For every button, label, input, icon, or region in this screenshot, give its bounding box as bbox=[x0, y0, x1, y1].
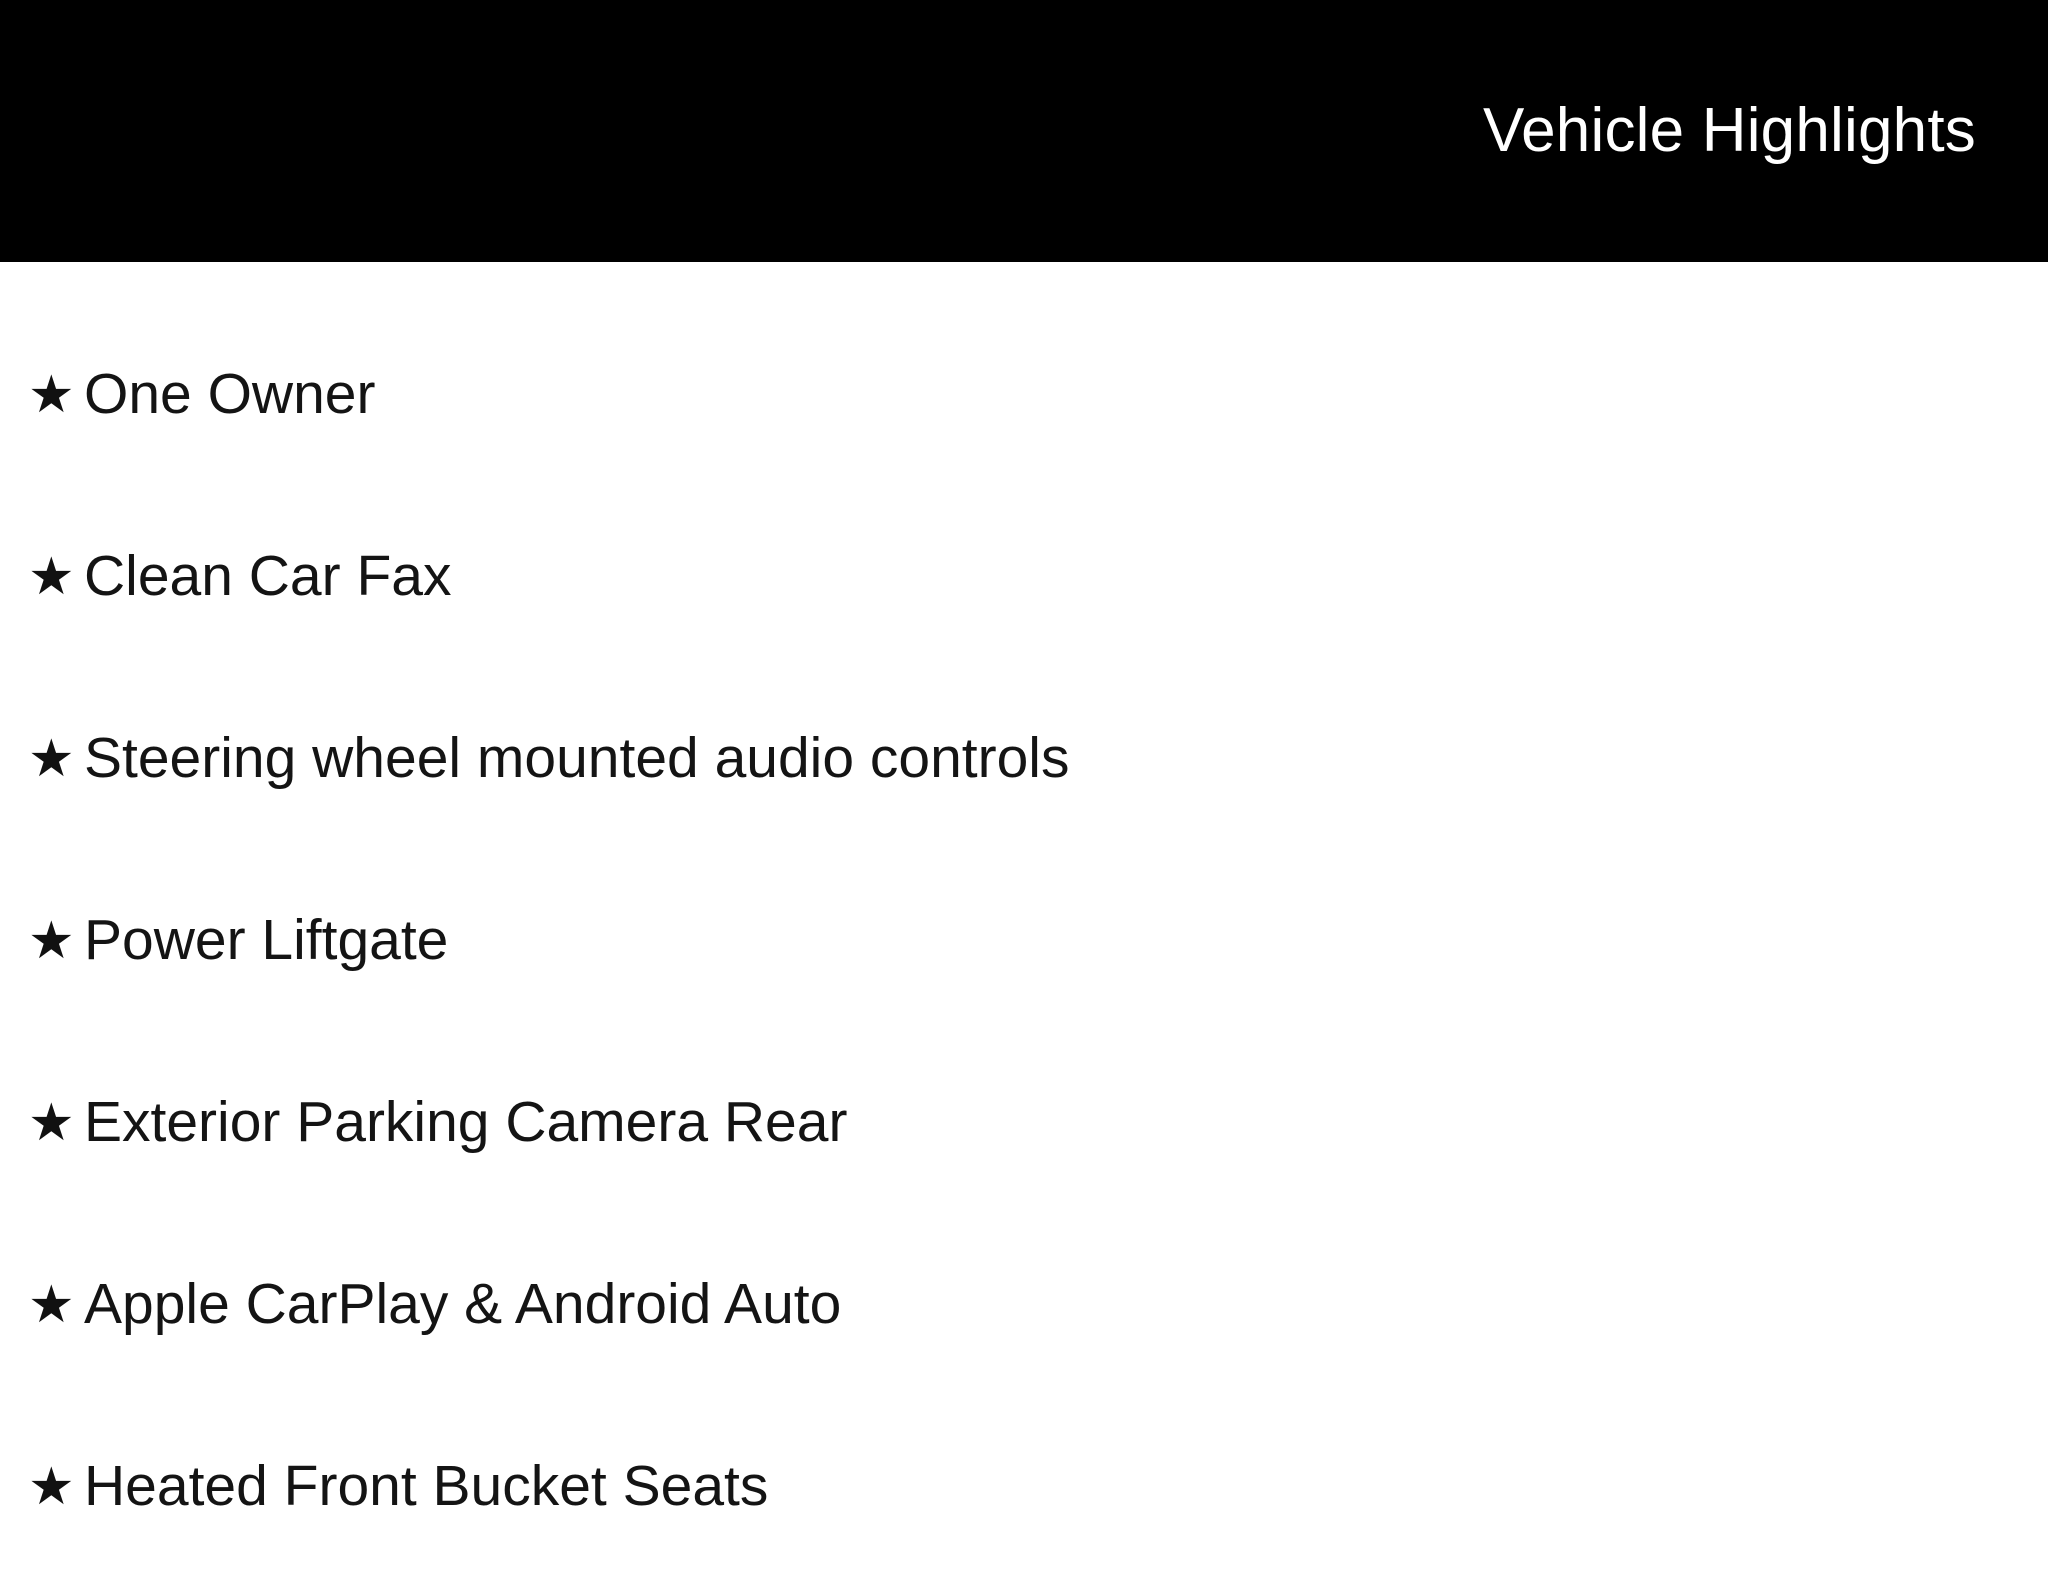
star-icon: ★ bbox=[28, 1276, 75, 1334]
star-icon: ★ bbox=[28, 548, 75, 606]
highlight-label: Steering wheel mounted audio controls bbox=[84, 726, 1070, 791]
page-title: Vehicle Highlights bbox=[1482, 95, 1976, 165]
star-icon: ★ bbox=[28, 1458, 75, 1516]
list-item bbox=[0, 1396, 2048, 1578]
star-icon: ★ bbox=[28, 730, 75, 788]
list-item bbox=[0, 850, 2048, 1032]
vehicle-highlights-list bbox=[0, 262, 2048, 1578]
highlight-label: One Owner bbox=[84, 362, 376, 427]
star-icon: ★ bbox=[28, 366, 75, 424]
header-bar bbox=[0, 0, 2048, 262]
highlight-label: Heated Front Bucket Seats bbox=[84, 1454, 769, 1519]
highlight-label: Apple CarPlay & Android Auto bbox=[84, 1272, 842, 1337]
list-item bbox=[0, 304, 2048, 486]
highlight-label: Exterior Parking Camera Rear bbox=[84, 1090, 848, 1155]
list-item bbox=[0, 1214, 2048, 1396]
highlight-label: Clean Car Fax bbox=[84, 544, 452, 609]
highlight-label: Power Liftgate bbox=[84, 908, 449, 973]
star-icon: ★ bbox=[28, 912, 75, 970]
star-icon: ★ bbox=[28, 1094, 75, 1152]
list-item bbox=[0, 668, 2048, 850]
list-item bbox=[0, 1032, 2048, 1214]
list-item bbox=[0, 486, 2048, 668]
